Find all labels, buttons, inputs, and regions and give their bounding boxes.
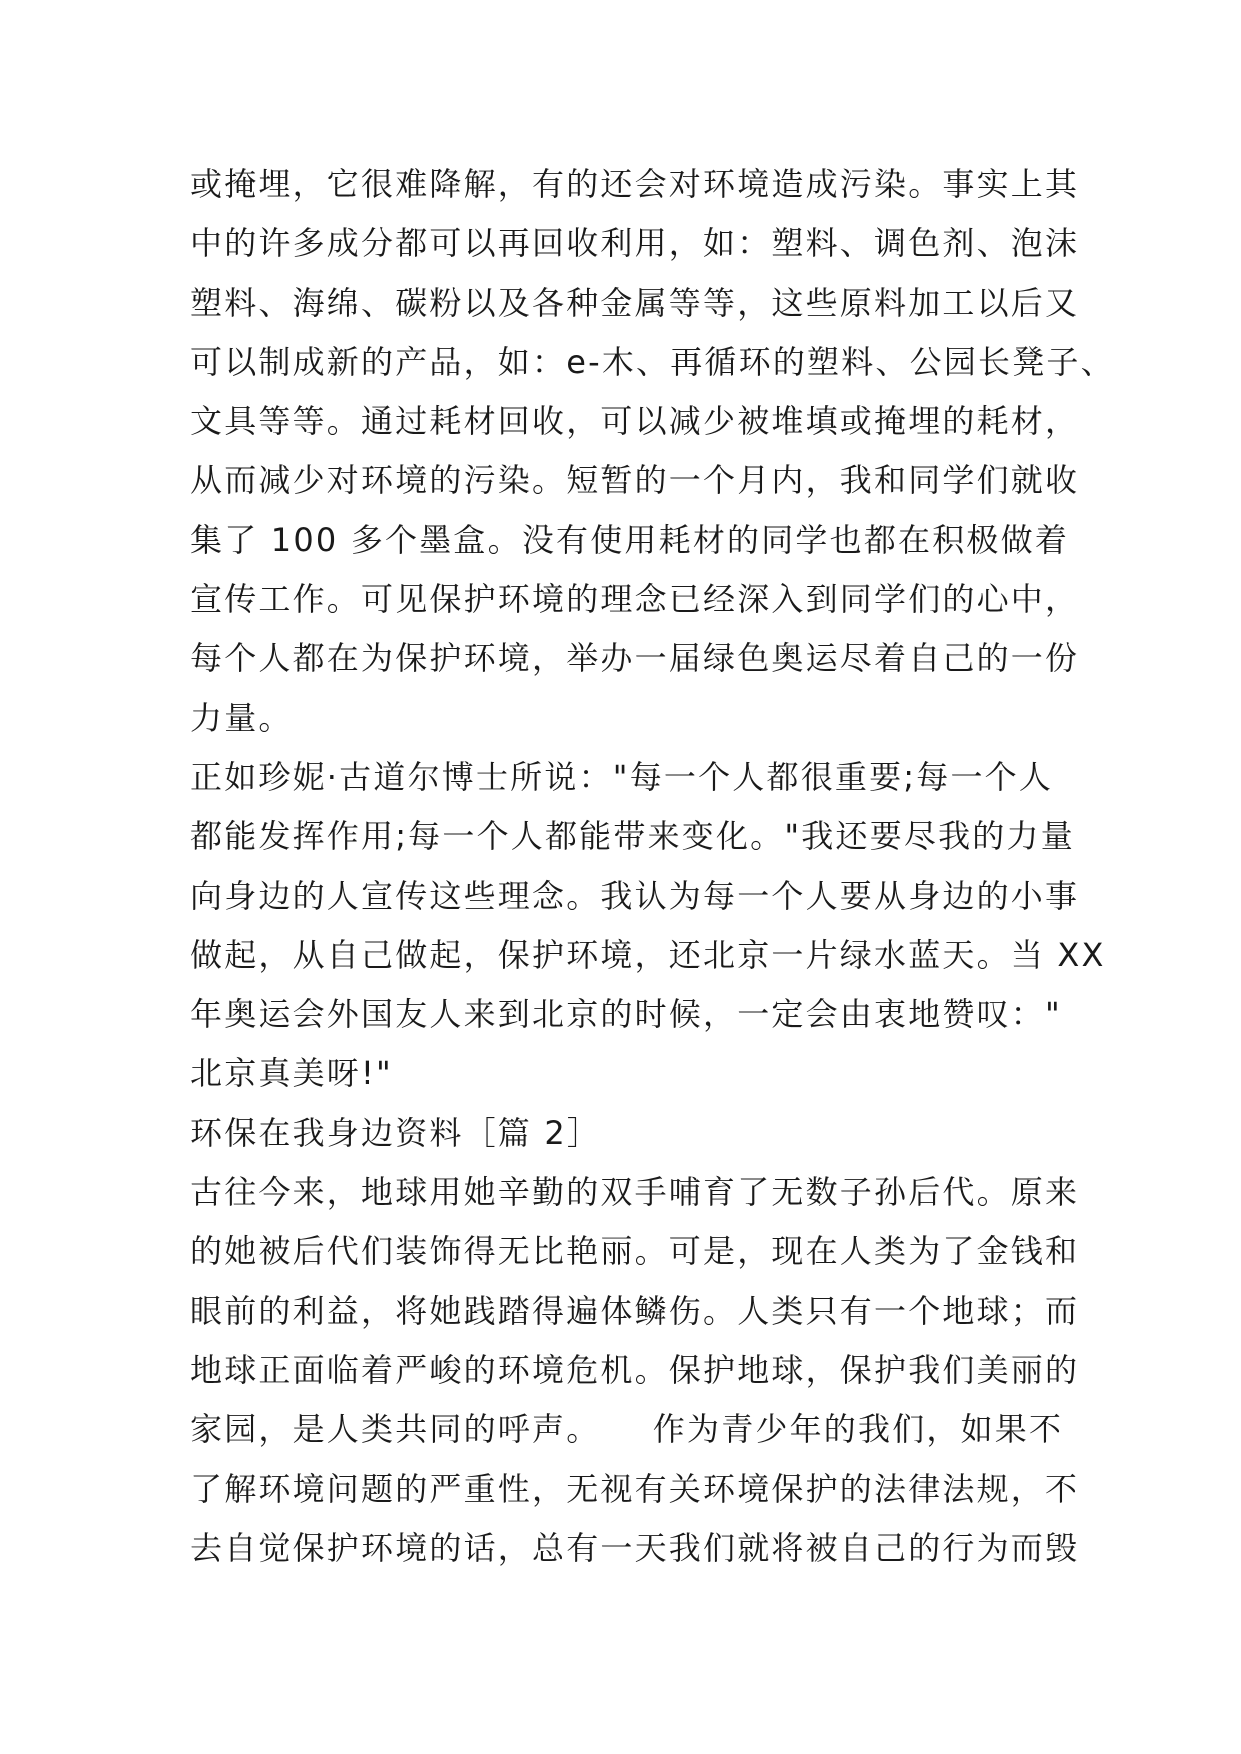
text-line: 或掩埋，它很难降解，有的还会对环境造成污染。事实上其 xyxy=(190,165,1080,203)
text-line: 向身边的人宣传这些理念。我认为每一个人要从身边的小事 xyxy=(190,876,1080,915)
text-line: 去自觉保护环境的话，总有一天我们就将被自己的行为而毁 xyxy=(190,1528,1080,1567)
quote-line: 都能发挥作用;每一个人都能带来变化。"我还要尽我的力量 xyxy=(190,817,1075,856)
text-line: 每个人都在为保护环境，举办一届绿色奥运尽着自己的一份 xyxy=(190,639,1080,678)
text-line: 做起，从自己做起，保护环境，还北京一片绿水蓝天。当 XX xyxy=(190,935,1106,974)
text-line: 宣传工作。可见保护环境的理念已经深入到同学们的心中， xyxy=(190,580,1080,619)
text-line: 了解环境问题的严重性，无视有关环境保护的法律法规，不 xyxy=(190,1469,1080,1508)
text-line: 中的许多成分都可以再回收利用，如：塑料、调色剂、泡沫 xyxy=(190,224,1080,263)
text-line: 眼前的利益，将她践踏得遍体鳞伤。人类只有一个地球；而 xyxy=(190,1291,1080,1330)
text-line: 塑料、海绵、碳粉以及各种金属等等，这些原料加工以后又 xyxy=(190,283,1080,322)
text-line: 可以制成新的产品，如：e-木、再循环的塑料、公园长凳子、 xyxy=(190,342,1115,381)
quote-line: 正如珍妮·古道尔博士所说："每一个人都很重要;每一个人 xyxy=(190,757,1054,796)
text-line: 年奥运会外国友人来到北京的时候，一定会由衷地赞叹：" xyxy=(190,995,1062,1034)
document-body xyxy=(190,155,1115,1578)
text-line: 从而减少对环境的污染。短暂的一个月内，我和同学们就收 xyxy=(190,461,1080,500)
text-line: 文具等等。通过耗材回收，可以减少被堆填或掩埋的耗材， xyxy=(190,402,1080,441)
text-line: 家园，是人类共同的呼声。 作为青少年的我们，如果不 xyxy=(190,1410,1064,1449)
text-line: 地球正面临着严峻的环境危机。保护地球，保护我们美丽的 xyxy=(190,1350,1080,1389)
text-line: 古往今来，地球用她辛勤的双手哺育了无数子孙后代。原来 xyxy=(190,1173,1080,1212)
text-line: 集了 100 多个墨盒。没有使用耗材的同学也都在积极做着 xyxy=(190,520,1070,559)
text-line: 力量。 xyxy=(190,698,293,737)
text-line: 的她被后代们装饰得无比艳丽。可是，现在人类为了金钱和 xyxy=(190,1232,1080,1271)
text-line: 北京真美呀!" xyxy=(190,1054,393,1093)
section-heading: 环保在我身边资料［篇 2］ xyxy=(190,1113,602,1152)
